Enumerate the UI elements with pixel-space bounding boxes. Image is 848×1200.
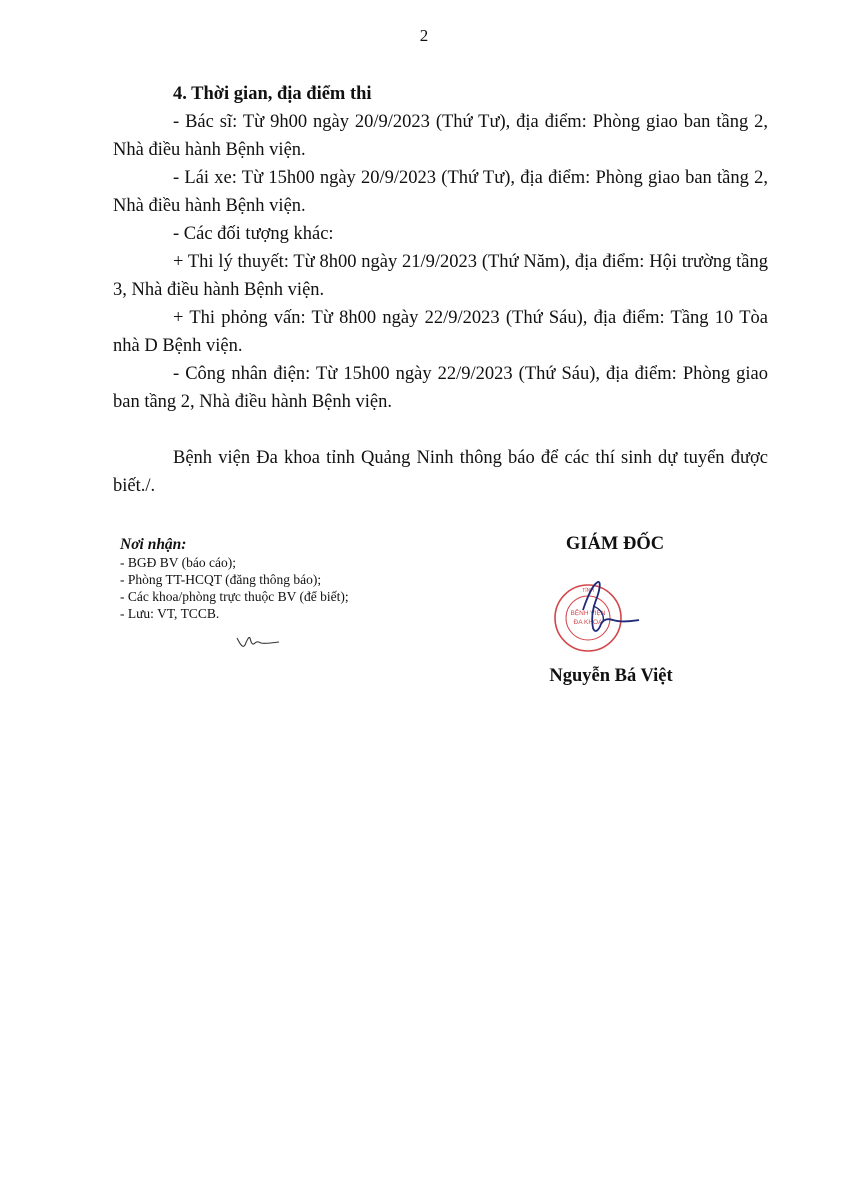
item-interview: + Thi phỏng vấn: Từ 8h00 ngày 22/9/2023 (Thứ Sáu), địa điểm: Tầng 10 Tòa nhà D Bệnh viện.	[113, 308, 768, 356]
recipients-block	[120, 535, 450, 622]
recipients-title: Nơi nhận:	[120, 536, 187, 553]
section-heading: 4. Thời gian, địa điểm thi	[173, 84, 372, 104]
item-electrician: - Công nhân điện: Từ 15h00 ngày 22/9/2023 (Thứ Sáu), địa điểm: Phòng giao ban tầng 2, Nhà điều hành Bệnh viện.	[113, 364, 768, 412]
item-theory-exam: + Thi lý thuyết: Từ 8h00 ngày 21/9/2023 (Thứ Năm), địa điểm: Hội trường tầng 3, Nhà điều hành Bệnh viện.	[113, 252, 768, 300]
recipient-item: - Lưu: VT, TCCB.	[120, 606, 220, 621]
svg-text:BỆNH VIỆN: BỆNH VIỆN	[570, 610, 606, 617]
svg-text:TỈNH: TỈNH	[582, 588, 594, 594]
signer-name: Nguyễn Bá Việt	[549, 666, 673, 686]
page-number: 2	[419, 26, 429, 45]
recipient-item: - BGĐ BV (báo cáo);	[120, 555, 236, 570]
signer-title: GIÁM ĐỐC	[565, 534, 665, 554]
document-body	[113, 80, 768, 500]
signature-block	[515, 534, 715, 555]
item-driver: - Lái xe: Từ 15h00 ngày 20/9/2023 (Thứ Tư), địa điểm: Phòng giao ban tầng 2, Nhà điều hành Bệnh viện.	[113, 168, 768, 216]
hospital-stamp	[553, 578, 653, 658]
recipient-item: - Các khoa/phòng trực thuộc BV (để biết);	[120, 589, 349, 604]
recipients-list	[120, 554, 450, 622]
closing-paragraph: Bệnh viện Đa khoa tỉnh Quảng Ninh thông báo để các thí sinh dự tuyển được biết./.	[113, 448, 768, 496]
svg-text:ĐA KHOA: ĐA KHOA	[573, 619, 603, 626]
item-other-candidates: - Các đối tượng khác:	[173, 224, 334, 244]
recipient-item: - Phòng TT-HCQT (đăng thông báo);	[120, 572, 322, 587]
item-doctor: - Bác sĩ: Từ 9h00 ngày 20/9/2023 (Thứ Tư), địa điểm: Phòng giao ban tầng 2, Nhà điều hành Bệnh viện.	[113, 112, 768, 160]
initials-signature	[235, 632, 283, 652]
